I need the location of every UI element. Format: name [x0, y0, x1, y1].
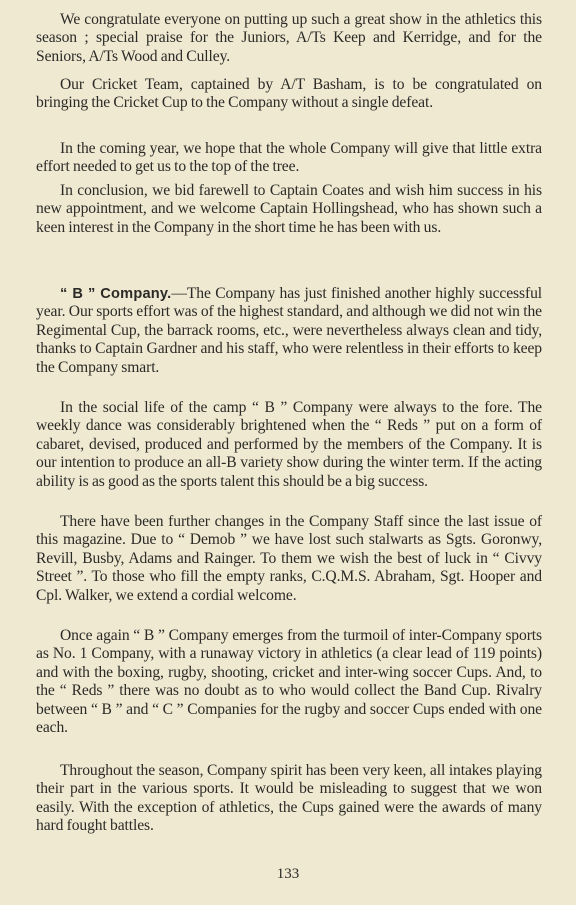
- paragraph-athletics-congratulations: We congratulate everyone on putting up such a great show in the athletics this season ; special praise for the Juniors, A/Ts Keep and Kerridge, and for the Seniors, A/Ts Wood and Culley.: [36, 11, 542, 65]
- section-b-company-intro: [36, 285, 542, 377]
- paragraph-farewell: In conclusion, we bid farewell to Captain Coates and wish him success in his new appointment, and we welcome Captain Hollingshead, who has shown such a keen interest in the Company in the short time he has been with us.: [36, 182, 542, 236]
- paragraph-inter-company-sports: Once again “ B ” Company emerges from the turmoil of inter-Company sports as No. 1 Company, with a runaway victory in athletics (a clear lead of 119 points) and with the boxing, rugby, shooting, cricket and inter-wing soccer Cups. And, to the “ Reds ” there was no doubt as to who would collect the Band Cup. Rivalry between “ B ” and “ C ” Companies for the rugby and soccer Cups ended with one each.: [36, 627, 542, 737]
- paragraph-coming-year: In the coming year, we hope that the whole Company will give that little extra effort needed to get us to the top of the tree.: [36, 140, 542, 176]
- section-lead-text: —The Company has just finished another highly successful year. Our sports effort was of the highest standard, and although we did not win the Regimental Cup, the barrack rooms, etc., were nevertheless always clean and tidy, thanks to Captain Gardner and his staff, who were relentless in their efforts to keep the Company smart.: [36, 285, 543, 376]
- paragraph-cricket-team: Our Cricket Team, captained by A/T Basham, is to be congratulated on bringing the Cricket Cup to the Company without a single defeat.: [36, 76, 542, 112]
- paragraph-staff-changes: There have been further changes in the Company Staff since the last issue of this magazine. Due to “ Demob ” we have lost such stalwarts as Sgts. Goronwy, Revill, Busby, Adams and Rainger. To them we wish the best of luck in “ Civvy Street ”. To those who fill the empty ranks, C.Q.M.S. Abraham, Sgt. Hooper and Cpl. Walker, we extend a cordial welcome.: [36, 513, 542, 604]
- paragraph-social-life: In the social life of the camp “ B ” Company were always to the fore. The weekly dance was considerably brightened when the “ Reds ” put on a form of cabaret, devised, produced and performed by the members of the Company. It is our intention to produce an all-B variety show during the winter term. If the acting ability is as good as the sports talent this should be a big success.: [36, 399, 542, 490]
- paragraph-company-spirit: Throughout the season, Company spirit has been very keen, all intakes playing their part in the various sports. It would be misleading to suggest that we won easily. With the exception of athletics, the Cups gained were the awards of many hard fought battles.: [36, 762, 542, 835]
- page-number: 133: [276, 866, 300, 882]
- section-heading-b-company: “ B ” Company.: [60, 286, 172, 302]
